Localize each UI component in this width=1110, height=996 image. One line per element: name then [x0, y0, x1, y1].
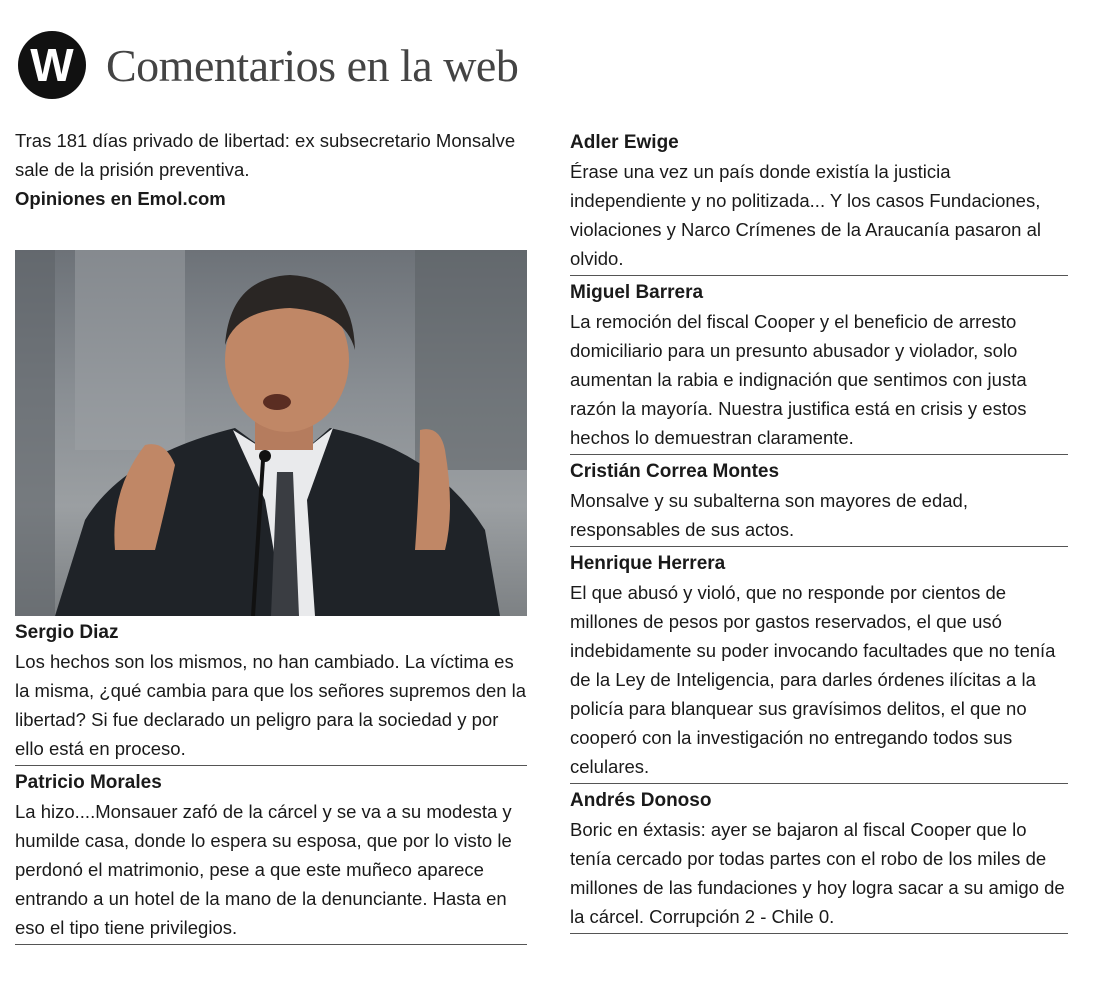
comment-item — [570, 126, 1068, 276]
section-header — [18, 30, 518, 100]
comment-text: El que abusó y violó, que no responde por cientos de millones de pesos por gastos reservados, el que usó indebidamente su poder invocando facultades que no tenía de la Ley de Inteligencia, para darles órdenes ilícitas a la policía para blanquear sus gravísimos delitos, el que no cooperó con la investigación no entregando todos sus celulares. — [570, 582, 1056, 777]
left-column — [15, 126, 527, 945]
comment-text: Monsalve y su subalterna son mayores de edad, responsables de sus actos. — [570, 490, 968, 540]
web-logo-icon: W — [18, 31, 86, 99]
comment-item — [15, 766, 527, 945]
comment-item — [570, 547, 1068, 784]
comment-text: La remoción del fiscal Cooper y el beneficio de arresto domiciliario para un presunto abusador y violador, solo aumentan la rabia e indignación que sentimos con justa razón la mayoría. Nuestra justifica está en crisis y estos hechos lo demuestran claramente. — [570, 311, 1027, 448]
comment-item — [570, 784, 1068, 934]
man-speaking-at-microphone-icon — [15, 250, 527, 616]
intro-headline: Tras 181 días privado de libertad: ex subsecretario Monsalve sale de la prisión preventiva. — [15, 130, 516, 180]
article-photo — [15, 250, 527, 616]
comment-text: La hizo....Monsauer zafó de la cárcel y se va a su modesta y humilde casa, donde lo espera su esposa, que por lo visto le perdonó el matrimonio, pese a que este muñeco aparece entrando a un hotel de la mano de la denunciante. Hasta en eso el tipo tiene privilegios. — [15, 801, 512, 938]
comment-author: Andrés Donoso — [570, 790, 712, 811]
intro-source: Opiniones en Emol.com — [15, 188, 226, 209]
comment-author: Cristián Correa Montes — [570, 461, 780, 482]
comment-author: Patricio Morales — [15, 772, 162, 793]
comment-item — [570, 455, 1068, 547]
comment-text: Érase una vez un país donde existía la justicia independiente y no politizada... Y los casos Fundaciones, violaciones y Narco Crímenes de la Araucanía pasaron al olvido. — [570, 161, 1041, 269]
comment-author: Henrique Herrera — [570, 553, 726, 574]
comment-text: Los hechos son los mismos, no han cambiado. La víctima es la misma, ¿qué cambia para que los señores supremos den la libertad? Si fue declarado un peligro para la sociedad y por ello está en proceso. — [15, 651, 527, 759]
intro-block — [15, 126, 527, 213]
right-column — [570, 126, 1068, 934]
comment-author: Sergio Diaz — [15, 622, 119, 643]
comment-item — [570, 276, 1068, 455]
comment-author: Miguel Barrera — [570, 282, 704, 303]
comment-text: Boric en éxtasis: ayer se bajaron al fiscal Cooper que lo tenía cercado por todas partes con el robo de los miles de millones de las fundaciones y hoy logra sacar a su amigo de la cárcel. Corrupción 2 - Chile 0. — [570, 819, 1065, 927]
comment-author: Adler Ewige — [570, 132, 679, 153]
section-title: Comentarios en la web — [106, 39, 519, 91]
comment-item — [15, 616, 527, 766]
